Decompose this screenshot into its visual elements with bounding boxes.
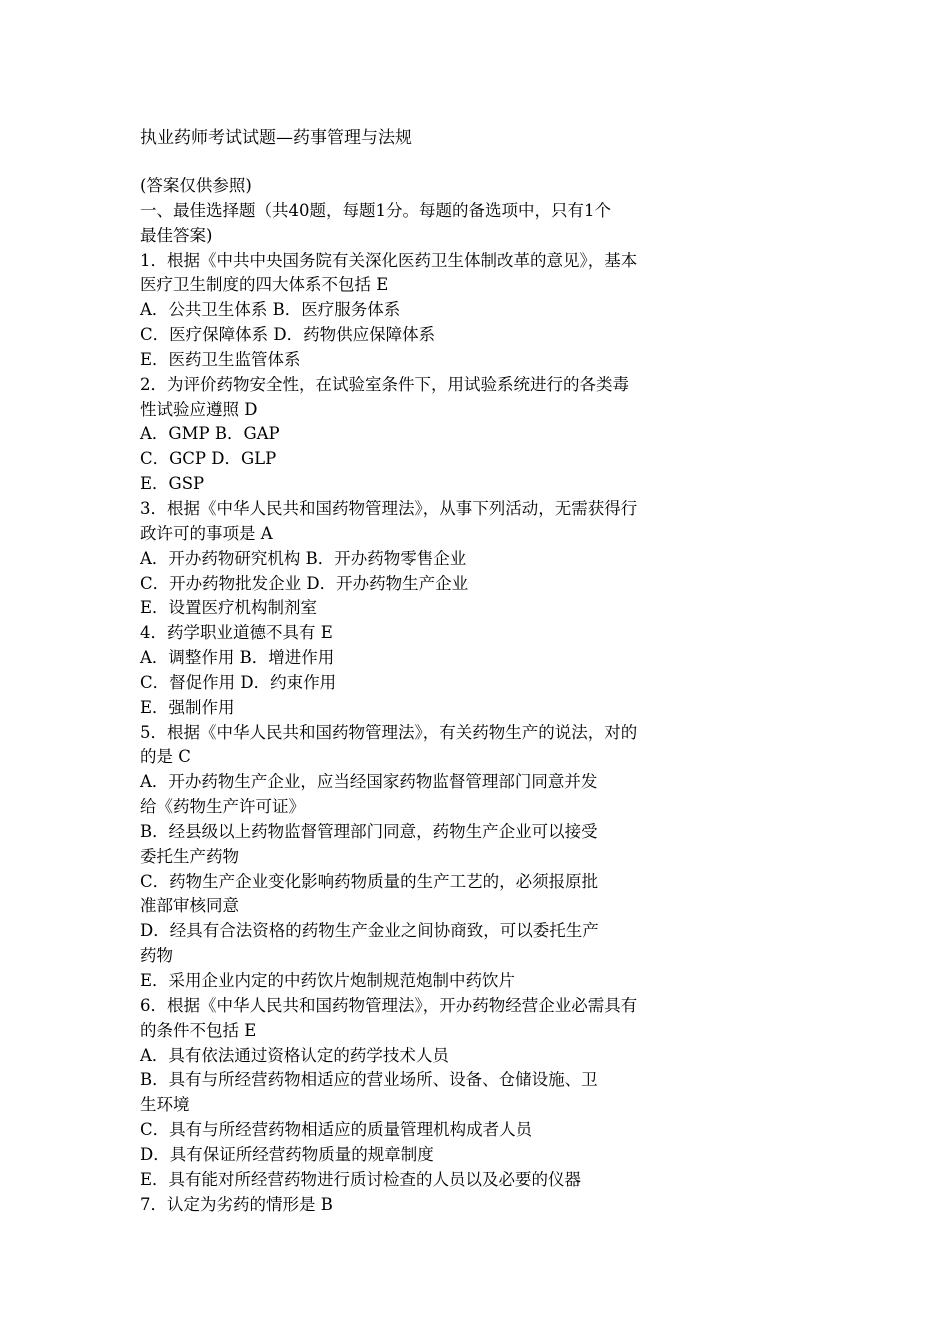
document-title: 执业药师考试试题—药事管理与法规 [140,128,412,148]
text-line: A．开办药物生产企业，应当经国家药物监督管理部门同意并发 [140,772,598,792]
text-line: A．GMP B．GAP [140,424,280,444]
text-line: C．督促作用 D．约束作用 [140,672,337,692]
text-line: D．具有保证所经营药物质量的规章制度 [140,1144,434,1164]
text-line: E．医药卫生监管体系 [140,349,301,369]
text-line: 医疗卫生制度的四大体系不包括 E [140,275,389,295]
text-line: 一、最佳选择题（共40题，每题1分。每题的备选项中，只有1个 [140,200,611,220]
text-line: A．具有依法通过资格认定的药学技术人员 [140,1045,449,1065]
text-line: A．调整作用 B．增进作用 [140,648,335,668]
text-line: C．具有与所经营药物相适应的质量管理机构成者人员 [140,1120,533,1140]
text-line: A．开办药物研究机构 B．开办药物零售企业 [140,548,467,568]
text-line: 委托生产药物 [140,846,239,866]
text-line: E．设置医疗机构制剂室 [140,598,318,618]
text-line: 生环境 [140,1095,190,1115]
text-line: 3．根据《中华人民共和国药物管理法》，从事下列活动，无需获得行 [140,498,638,518]
text-line: 7．认定为劣药的情形是 B [140,1194,333,1214]
text-line: (答案仅供参照) [140,176,252,195]
text-line: 5．根据《中华人民共和国药物管理法》，有关药物生产的说法，对的 [140,722,638,742]
document-body [140,174,637,1217]
text-line: 2．为评价药物安全性，在试验室条件下，用试验系统进行的各类毒 [140,374,629,394]
text-line: 政许可的事项是 A [140,523,273,543]
text-line: 性试验应遵照 D [140,399,258,419]
text-line: C．GCP D．GLP [140,449,277,469]
text-line: 的是 C [140,747,191,767]
text-line: E．强制作用 [140,697,235,717]
text-line: E．具有能对所经营药物进行质讨检查的人员以及必要的仪器 [140,1169,582,1189]
text-line: 最佳答案) [140,225,213,245]
text-line: B．经县级以上药物监督管理部门同意，药物生产企业可以接受 [140,821,598,841]
text-line: 给《药物生产许可证》 [140,797,305,817]
text-line: E．GSP [140,474,205,494]
text-line: 准部审核同意 [140,896,239,916]
text-line: D．经具有合法资格的药物生产金业之间协商致，可以委托生产 [140,921,599,941]
text-line: C．开办药物批发企业 D．开办药物生产企业 [140,573,469,593]
text-line: 的条件不包括 E [140,1020,257,1040]
text-line: 药物 [140,946,173,966]
text-line: C．药物生产企业变化影响药物质量的生产工艺的，必须报原批 [140,871,599,891]
text-line: 4．药学职业道德不具有 E [140,623,333,643]
text-line: C．医疗保障体系 D．药物供应保障体系 [140,325,436,345]
text-line: B．具有与所经营药物相适应的营业场所、设备、仓储设施、卫 [140,1070,598,1090]
text-line: A．公共卫生体系 B．医疗服务体系 [140,300,401,320]
text-line: 1．根据《中共中央国务院有关深化医药卫生体制改革的意见》，基本 [140,250,638,270]
text-line: 6．根据《中华人民共和国药物管理法》，开办药物经营企业必需具有 [140,995,638,1015]
text-line: E．采用企业内定的中药饮片炮制规范炮制中药饮片 [140,971,516,990]
